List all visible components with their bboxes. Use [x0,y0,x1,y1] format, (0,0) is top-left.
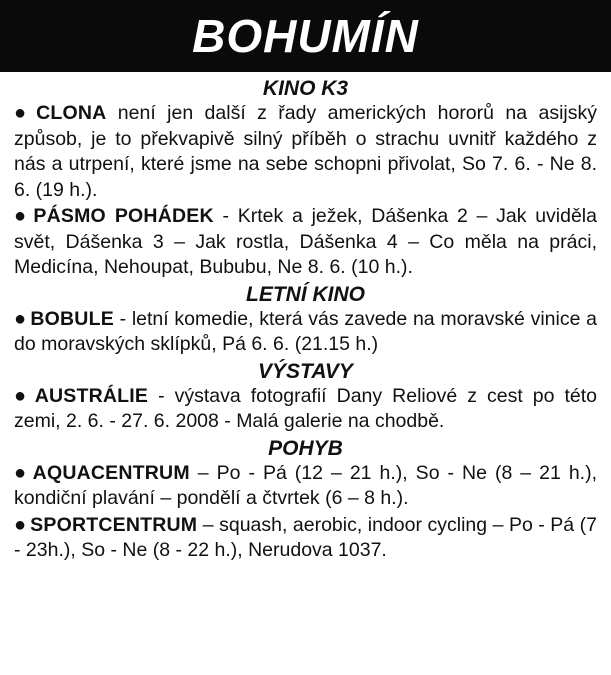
listing-entry [14,513,597,564]
listing-entry [14,204,597,281]
page-header [0,0,611,72]
listing-text: – squash, aerobic, indoor cycling – Po - Pá (7 - 23h.), So - Ne (8 - 22 h.), Nerudova 1037. [14,513,597,561]
bullet-icon: ● [14,384,31,407]
listing-entry [14,101,597,203]
listing-name: SPORTCENTRUM [30,513,198,536]
bullet-icon: ● [14,513,27,536]
section-title-pohyb: POHYB [268,436,343,460]
listing-text: - Krtek a ježek, Dášenka 2 – Jak uviděla svět, Dášenka 3 – Jak rostla, Dášenka 4 – Co měla na práci, Medicína, Nehoupat, Bububu, Ne 8. 6. (10 h.). [14,205,597,278]
bullet-icon: ● [14,102,33,124]
listing-text: - letní komedie, která vás zavede na moravské vinice a do moravských sklípků, Pá 6. 6. (21.15 h.) [14,307,597,355]
listing-name: AQUACENTRUM [32,461,190,484]
bullet-icon: ● [14,461,29,484]
listing-name: PÁSMO POHÁDEK [33,205,214,227]
listing-name: AUSTRÁLIE [34,384,149,407]
listings [0,72,611,564]
section-title-kino-k3: KINO K3 [262,77,349,100]
listing-name: BOBULE [30,307,114,330]
listing-text: není jen další z řady amerických hororů na asijský způsob, je to překvapivě silný příběh o strachu uvnitř každého z nás a utrpení, které jsme na sebe schopni přivolat, So 7. 6. - Ne 8. 6. (19 h.). [14,102,597,201]
listing-entry [14,307,597,358]
section-title-letni-kino: LETNÍ KINO [246,282,365,306]
page-title: BOHUMÍN [192,10,419,62]
listing-text: - výstava fotografií Dany Reliové z cest po této zemi, 2. 6. - 27. 6. 2008 - Malá galerie na chodbě. [14,384,597,432]
listing-name: CLONA [36,102,107,124]
bullet-icon: ● [14,307,27,330]
bullet-icon: ● [14,205,30,227]
listing-entry [14,461,597,512]
listing-entry [14,384,597,435]
listing-text: – Po - Pá (12 – 21 h.), So - Ne (8 – 21 h.), kondiční plavání – pondělí a čtvrtek (6 – 8 h.). [14,461,597,509]
section-title-vystavy: VÝSTAVY [258,359,353,383]
